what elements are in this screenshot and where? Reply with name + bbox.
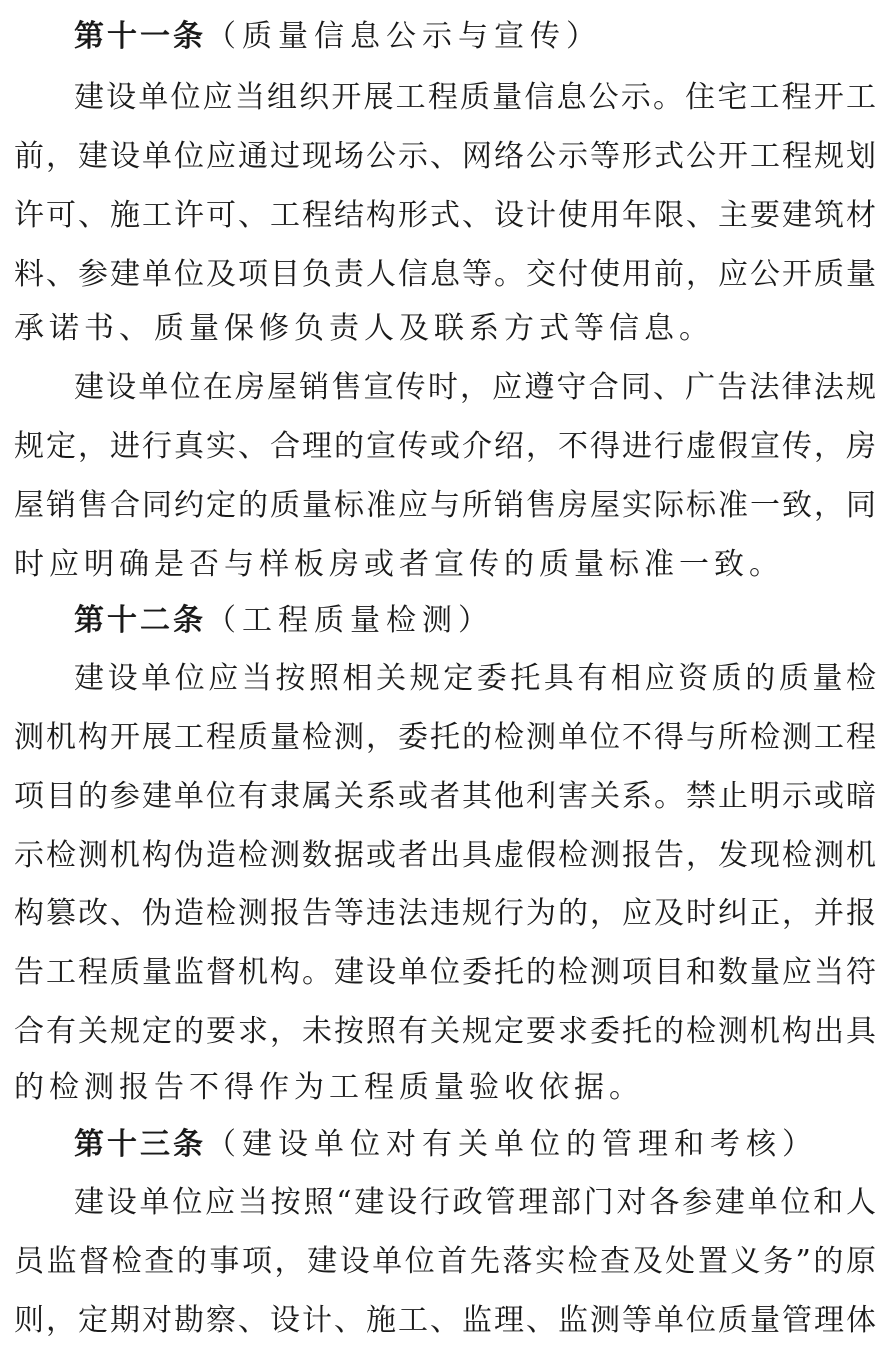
article-number: 第十三条 [74, 1127, 206, 1162]
paragraph-line: 构篡改、伪造检测报告等违法违规行为的，应及时纠正，并报 [14, 896, 876, 931]
paragraph-line: 建设单位应当按照相关规定委托具有相应资质的质量检 [74, 661, 876, 696]
paragraph-line: 料、参建单位及项目负责人信息等。交付使用前，应公开质量 [14, 257, 876, 292]
paragraph-line: 时应明确是否与样板房或者宣传的质量标准一致。 [14, 547, 784, 582]
paragraph-line: 合有关规定的要求，未按照有关规定要求委托的检测机构出具 [14, 1014, 876, 1049]
paragraph-line: 的检测报告不得作为工程质量验收依据。 [14, 1070, 644, 1105]
paragraph-line: 前，建设单位应通过现场公示、网络公示等形式公开工程规划 [14, 139, 876, 174]
paragraph-line: 项目的参建单位有隶属关系或者其他利害关系。禁止明示或暗 [14, 779, 876, 814]
paragraph-line: 许可、施工许可、工程结构形式、设计使用年限、主要建筑材 [14, 198, 876, 233]
article-heading [74, 594, 494, 648]
paragraph-line: 建设单位在房屋销售宣传时，应遵守合同、广告法律法规 [74, 370, 876, 405]
article-heading [74, 1118, 818, 1172]
paragraph-line: 员监督检查的事项，建设单位首先落实检查及处置义务”的原 [14, 1244, 876, 1279]
paragraph-line: 屋销售合同约定的质量标准应与所销售房屋实际标准一致，同 [14, 488, 876, 523]
article-title: （工程质量检测） [206, 603, 494, 638]
paragraph-line: 规定，进行真实、合理的宣传或介绍，不得进行虚假宣传，房 [14, 429, 876, 464]
paragraph-line: 测机构开展工程质量检测，委托的检测单位不得与所检测工程 [14, 720, 876, 755]
article-title: （质量信息公示与宣传） [206, 19, 602, 54]
paragraph-line: 建设单位应当按照“建设行政管理部门对各参建单位和人 [74, 1185, 876, 1220]
paragraph-line: 告工程质量监督机构。建设单位委托的检测项目和数量应当符 [14, 955, 876, 990]
paragraph-line: 建设单位应当组织开展工程质量信息公示。住宅工程开工 [74, 80, 876, 115]
article-title: （建设单位对有关单位的管理和考核） [206, 1127, 818, 1162]
article-heading [74, 10, 602, 64]
article-number: 第十一条 [74, 19, 206, 54]
article-number: 第十二条 [74, 603, 206, 638]
paragraph-line: 示检测机构伪造检测数据或者出具虚假检测报告，发现检测机 [14, 838, 876, 873]
paragraph-line: 则，定期对勘察、设计、施工、监理、监测等单位质量管理体 [14, 1303, 876, 1338]
paragraph-line: 承诺书、质量保修负责人及联系方式等信息。 [14, 311, 714, 346]
